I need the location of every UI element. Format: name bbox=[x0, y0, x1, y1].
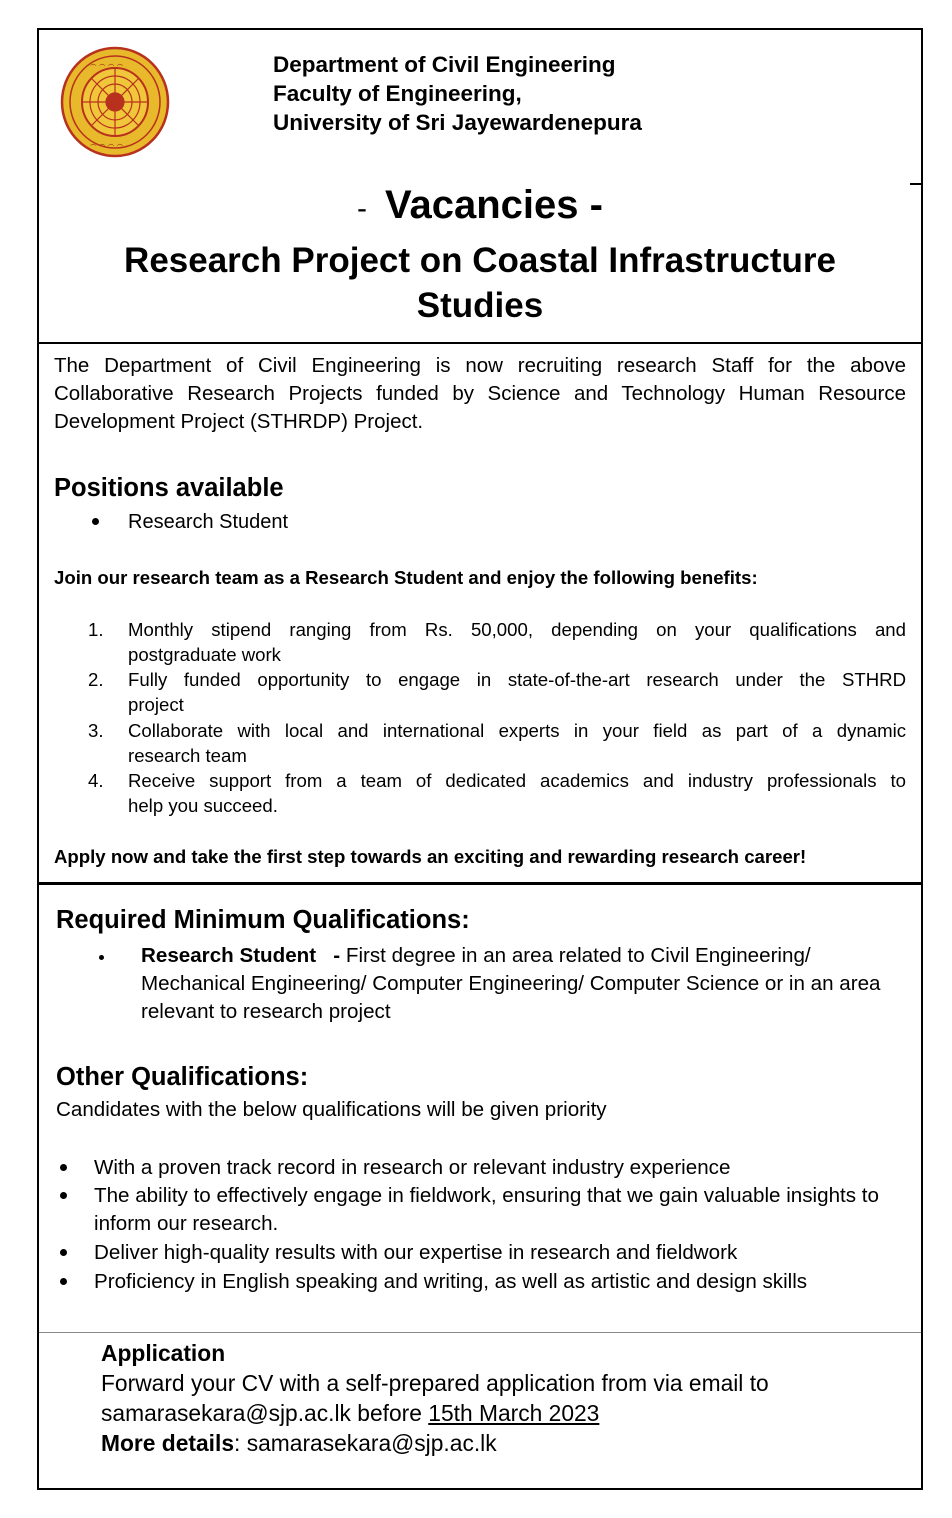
benefit-number: 1. bbox=[88, 619, 104, 640]
header-block bbox=[273, 50, 642, 137]
benefit-text-line1: Monthly stipend ranging from Rs. 50,000, depending on your qualifications and bbox=[128, 619, 906, 640]
other-item: The ability to effectively engage in fieldwork, ensuring that we gain valuable insights to inform our research. bbox=[94, 1184, 879, 1235]
more-details-label: More details bbox=[101, 1430, 235, 1456]
bullet-icon bbox=[92, 518, 99, 525]
positions-heading: Positions available bbox=[54, 474, 284, 502]
benefit-item bbox=[88, 718, 906, 768]
benefit-number: 3. bbox=[88, 720, 104, 741]
benefit-item bbox=[88, 617, 906, 667]
required-text: First degree in an area related to Civil Engineering/ Mechanical Engineering/ Computer Engineering/ Computer Science or in an area relevant to research project bbox=[141, 944, 881, 1023]
project-title bbox=[40, 238, 920, 328]
vacancies-text: Vacancies - bbox=[385, 183, 603, 227]
benefit-text-line1: Fully funded opportunity to engage in state-of-the-art research under the STHRD bbox=[128, 669, 906, 690]
section-divider bbox=[39, 1332, 921, 1333]
benefits-heading: Join our research team as a Research Student and enjoy the following benefits: bbox=[54, 567, 758, 588]
benefit-item bbox=[88, 768, 906, 818]
other-item: Proficiency in English speaking and writing, as well as artistic and design skills bbox=[94, 1270, 808, 1293]
university-name: University of Sri Jayewardenepura bbox=[273, 110, 642, 135]
intro-paragraph: The Department of Civil Engineering is now recruiting research Staff for the above Collaborative Research Projects funded by Science and Technology Human Resource Development Project (STHRDP) Project. bbox=[54, 354, 906, 433]
more-details-email[interactable]: samarasekara@sjp.ac.lk bbox=[246, 1430, 497, 1456]
application-line2 bbox=[101, 1398, 901, 1428]
faculty-name: Faculty of Engineering, bbox=[273, 81, 522, 106]
bullet-icon bbox=[60, 1164, 67, 1171]
apply-now-line: Apply now and take the first step towards an exciting and rewarding research career! bbox=[54, 846, 807, 867]
benefit-text-line2: postgraduate work bbox=[128, 644, 281, 665]
bullet-icon bbox=[60, 1192, 67, 1199]
department-name: Department of Civil Engineering bbox=[273, 52, 616, 77]
title-dash: - bbox=[357, 192, 368, 225]
application-before: before bbox=[357, 1400, 422, 1426]
benefit-text-line2: project bbox=[128, 694, 184, 715]
benefit-number: 2. bbox=[88, 669, 104, 690]
benefit-text-line2: research team bbox=[128, 745, 247, 766]
application-email[interactable]: samarasekara@sjp.ac.lk bbox=[101, 1400, 351, 1426]
required-separator: - bbox=[333, 944, 341, 967]
bullet-icon bbox=[60, 1278, 67, 1285]
other-intro: Candidates with the below qualifications will be given priority bbox=[56, 1098, 607, 1121]
svg-text:෴ ෴ ෴ ෴: ෴ ෴ ෴ ෴ bbox=[90, 60, 124, 68]
project-title-line1: Research Project on Coastal Infrastructure bbox=[124, 241, 836, 280]
benefit-number: 4. bbox=[88, 770, 104, 791]
more-details-line: More details: samarasekara@sjp.ac.lk bbox=[101, 1430, 497, 1456]
position-item: Research Student bbox=[128, 511, 289, 533]
project-title-line2: Studies bbox=[416, 286, 544, 325]
application-heading: Application bbox=[101, 1340, 226, 1366]
other-item: With a proven track record in research or relevant industry experience bbox=[94, 1156, 731, 1179]
bullet-icon bbox=[60, 1249, 67, 1256]
other-item: Deliver high-quality results with our expertise in research and fieldwork bbox=[94, 1241, 738, 1264]
title-block bbox=[40, 180, 920, 328]
university-seal-icon bbox=[60, 46, 170, 158]
bullet-icon bbox=[99, 955, 104, 960]
vacancies-title bbox=[40, 180, 920, 234]
required-role: Research Student bbox=[141, 944, 317, 967]
benefit-text-line1: Collaborate with local and international experts in your field as part of a dynamic bbox=[128, 720, 906, 741]
benefit-text-line2: help you succeed. bbox=[128, 795, 278, 816]
required-heading: Required Minimum Qualifications: bbox=[56, 906, 470, 934]
benefit-item bbox=[88, 667, 906, 717]
application-line1: Forward your CV with a self-prepared application from via email to bbox=[101, 1370, 769, 1396]
benefit-text-line1: Receive support from a team of dedicated academics and industry professionals to bbox=[128, 770, 906, 791]
svg-text:෴ ෴ ෴ ෴: ෴ ෴ ෴ ෴ bbox=[90, 140, 124, 148]
application-section bbox=[101, 1338, 901, 1458]
required-item bbox=[141, 942, 906, 1026]
other-heading: Other Qualifications: bbox=[56, 1063, 309, 1091]
application-deadline: 15th March 2023 bbox=[428, 1400, 600, 1426]
